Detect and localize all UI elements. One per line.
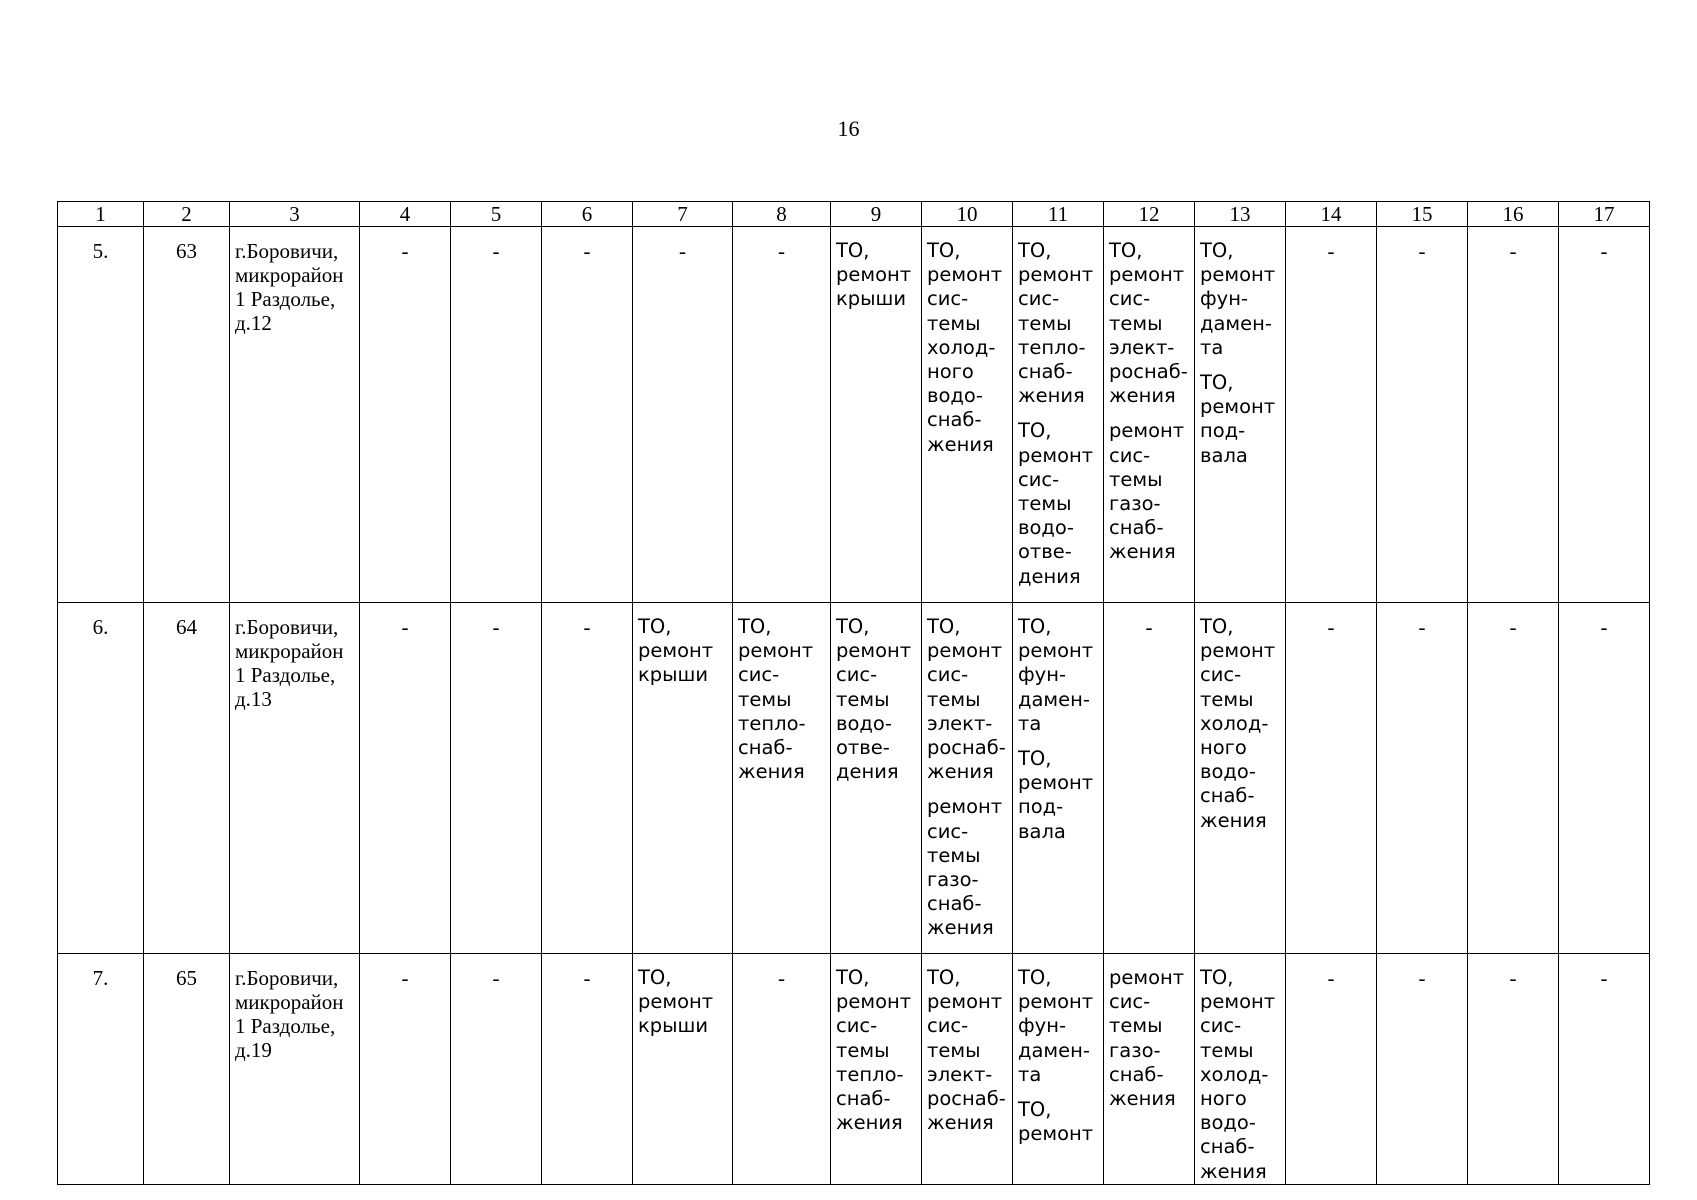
work-line: снаб- [1200,1135,1255,1159]
work-line: ремонт [638,639,714,663]
work-line: водо- [1200,1111,1256,1135]
work-line: сис- [1109,990,1151,1014]
work-line: снаб- [927,408,982,432]
work-item [927,239,1009,457]
work-line: жения [1109,1087,1176,1111]
work-line: жения [836,1111,903,1135]
address-line: д.19 [235,1038,272,1062]
empty-work-cell: - [1104,603,1195,954]
work-line: ремонт [927,795,1003,819]
work-line: роснаб- [927,736,1006,760]
work-line: ТО, [1200,371,1234,395]
work-cell [1013,954,1104,1185]
table-row [58,227,1650,603]
work-line: снаб- [1109,1062,1164,1086]
work-cell [922,603,1013,954]
column-number-cell: 8 [733,202,831,227]
work-line: отве- [836,736,890,760]
empty-work-cell: - [1377,227,1468,603]
work-line: темы [738,687,792,711]
work-line: фун- [1200,287,1248,311]
work-line: ремонт [927,990,1003,1014]
column-number-cell: 7 [633,202,733,227]
column-number-cell: 5 [451,202,542,227]
work-line: ремонт [638,990,714,1014]
work-item [927,966,1009,1135]
work-line: жения [927,916,994,940]
work-line: сис- [1109,443,1151,467]
work-line: сис- [927,1014,969,1038]
work-line: холод- [927,335,996,359]
work-cell [1195,603,1286,954]
work-line: снаб- [1018,360,1073,384]
column-number-cell: 16 [1468,202,1559,227]
work-cell [922,227,1013,603]
work-line: ремонт [1200,395,1276,419]
work-line: темы [1018,311,1072,335]
work-item [638,615,729,688]
work-cell [633,954,733,1185]
work-line: жения [1200,1159,1267,1183]
work-line: ТО, [927,239,961,262]
address-line: микрорайон [235,990,344,1014]
work-line: снаб- [1109,516,1164,540]
work-line: ремонт [927,639,1003,663]
work-cell [1104,227,1195,603]
work-line: ремонт [1018,263,1094,287]
work-line: жения [1018,384,1085,408]
work-line: ного [1200,736,1247,760]
work-line: фун- [1018,1014,1066,1038]
work-line: холод- [1200,711,1269,735]
empty-work-cell: - [1559,603,1650,954]
work-line: темы [836,687,890,711]
address-cell [230,227,360,603]
work-line: элект- [927,1062,993,1086]
work-line: водо- [927,384,983,408]
work-line: ТО, [1200,615,1234,638]
work-line: ТО, [836,615,870,638]
address-line: г.Боровичи, [235,966,339,990]
work-line: темы [1109,311,1163,335]
work-line: та [1200,335,1224,359]
work-line: ремонт [1200,990,1276,1014]
work-line: газо- [927,868,979,892]
empty-work-cell: - [360,954,451,1185]
empty-work-cell: - [542,227,633,603]
work-line: сис- [836,663,878,687]
work-line: ремонт [1018,1122,1094,1146]
address-line: микрорайон [235,263,344,287]
work-line: газо- [1109,1038,1161,1062]
work-line: темы [1109,1014,1163,1038]
work-line: сис- [1200,1014,1242,1038]
work-line: ТО, [638,966,672,989]
table-row [58,603,1650,954]
work-line: сис- [1109,287,1151,311]
work-line: ТО, [836,966,870,989]
work-line: ремонт [1109,263,1185,287]
work-item [836,615,918,784]
work-line: ТО, [738,615,772,638]
row-index-cell: 6. [58,603,144,954]
work-item [1109,419,1191,564]
empty-work-cell: - [360,603,451,954]
work-line: ТО, [1018,966,1052,989]
empty-work-cell: - [1286,603,1377,954]
work-line: элект- [927,711,993,735]
work-line: ТО, [927,615,961,638]
work-line: сис- [1200,663,1242,687]
work-line: темы [1200,687,1254,711]
address-line: 1 Раздолье, [235,663,336,687]
work-line: холод- [1200,1062,1269,1086]
work-line: ного [1200,1087,1247,1111]
work-cell [1013,227,1104,603]
empty-work-cell: - [542,603,633,954]
work-line: ТО, [1018,747,1052,771]
work-line: сис- [836,1014,878,1038]
empty-work-cell: - [1468,227,1559,603]
empty-work-cell: - [1559,954,1650,1185]
work-line: снаб- [836,1087,891,1111]
object-number-cell: 65 [144,954,230,1185]
work-line: ремонт [836,990,912,1014]
work-item [927,795,1009,940]
work-line: дамен- [1200,311,1272,335]
work-item [1109,966,1191,1111]
work-line: сис- [927,287,969,311]
work-line: ного [927,360,974,384]
maintenance-schedule-table [57,201,1650,1185]
work-line: крыши [638,663,709,687]
work-line: ремонт [1109,966,1185,989]
work-item [1018,1098,1100,1146]
empty-work-cell: - [733,954,831,1185]
work-item [836,966,918,1135]
work-line: снаб- [927,892,982,916]
work-line: жения [1109,540,1176,564]
work-line: тепло- [836,1062,904,1086]
address-line: д.12 [235,311,272,335]
work-line: ремонт [836,639,912,663]
work-cell [633,603,733,954]
empty-work-cell: - [1377,603,1468,954]
work-line: сис- [1018,287,1060,311]
work-line: снаб- [738,736,793,760]
work-line: роснаб- [927,1087,1006,1111]
work-line: сис- [1018,467,1060,491]
work-cell [733,603,831,954]
work-line: тепло- [1018,335,1086,359]
work-line: дения [836,760,899,784]
work-line: темы [1200,1038,1254,1062]
work-line: та [1018,711,1042,735]
work-item [1018,966,1100,1087]
work-cell [1104,954,1195,1185]
column-number-cell: 13 [1195,202,1286,227]
work-line: темы [927,687,981,711]
empty-work-cell: - [451,227,542,603]
work-line: снаб- [1200,784,1255,808]
work-line: ТО, [927,966,961,989]
column-number-cell: 12 [1104,202,1195,227]
column-number-cell: 4 [360,202,451,227]
work-line: газо- [1109,492,1161,516]
column-number-cell: 1 [58,202,144,227]
table-row [58,954,1650,1185]
work-cell [922,954,1013,1185]
object-number-cell: 63 [144,227,230,603]
empty-work-cell: - [1468,603,1559,954]
work-item [1018,239,1100,408]
column-number-cell: 15 [1377,202,1468,227]
work-line: под- [1018,795,1064,819]
work-line: темы [836,1038,890,1062]
work-line: ремонт [1109,419,1185,443]
work-line: жения [1200,808,1267,832]
work-line: ТО, [836,239,870,262]
work-line: та [1018,1062,1042,1086]
address-line: д.13 [235,687,272,711]
empty-work-cell: - [542,954,633,1185]
column-number-cell: 6 [542,202,633,227]
address-line: 1 Раздолье, [235,1014,336,1038]
empty-work-cell: - [1286,954,1377,1185]
row-index-cell: 7. [58,954,144,1185]
page-number: 16 [837,116,860,141]
work-line: ТО, [1200,966,1234,989]
column-number-cell: 2 [144,202,230,227]
work-item [836,239,918,312]
work-line: сис- [738,663,780,687]
work-line: темы [927,1038,981,1062]
work-line: дения [1018,564,1081,588]
column-number-cell: 17 [1559,202,1650,227]
work-line: ТО, [1200,239,1234,262]
work-line: водо- [1018,516,1074,540]
column-number-cell: 9 [831,202,922,227]
address-line: микрорайон [235,639,344,663]
work-line: ТО, [1018,615,1052,638]
work-line: ТО, [638,615,672,638]
empty-work-cell: - [633,227,733,603]
work-line: ремонт [1018,443,1094,467]
work-item [1018,419,1100,588]
work-line: темы [1109,467,1163,491]
work-line: крыши [638,1014,709,1038]
work-item [1200,239,1282,360]
work-line: дамен- [1018,687,1090,711]
work-line: жения [927,1111,994,1135]
work-line: ремонт [1018,771,1094,795]
work-item [1200,966,1282,1184]
empty-work-cell: - [1377,954,1468,1185]
work-cell [1195,227,1286,603]
work-cell [831,603,922,954]
column-number-cell: 14 [1286,202,1377,227]
work-item [638,966,729,1039]
work-line: водо- [836,711,892,735]
work-cell [831,227,922,603]
work-cell [831,954,922,1185]
object-number-cell: 64 [144,603,230,954]
address-cell [230,603,360,954]
work-line: ремонт [836,263,912,287]
row-index-cell: 5. [58,227,144,603]
work-line: вала [1018,819,1066,843]
address-cell [230,954,360,1185]
work-line: отве- [1018,540,1072,564]
work-item [1200,371,1282,468]
empty-work-cell: - [1286,227,1377,603]
work-cell [1195,954,1286,1185]
empty-work-cell: - [451,603,542,954]
column-number-cell: 11 [1013,202,1104,227]
empty-work-cell: - [1559,227,1650,603]
address-line: 1 Раздолье, [235,287,336,311]
work-line: фун- [1018,663,1066,687]
work-line: сис- [927,663,969,687]
work-line: сис- [927,819,969,843]
work-line: темы [1018,492,1072,516]
work-item [1018,615,1100,736]
work-line: ремонт [738,639,814,663]
work-line: темы [927,843,981,867]
address-line: г.Боровичи, [235,615,339,639]
work-line: жения [927,432,994,456]
work-line: тепло- [738,711,806,735]
address-line: г.Боровичи, [235,239,339,263]
empty-work-cell: - [733,227,831,603]
empty-work-cell: - [451,954,542,1185]
work-line: вала [1200,443,1248,467]
work-item [1018,747,1100,844]
work-item [1200,615,1282,833]
work-line: ТО, [1018,1098,1052,1122]
work-line: ремонт [1200,639,1276,663]
work-line: жения [1109,384,1176,408]
work-item [738,615,827,784]
empty-work-cell: - [1468,954,1559,1185]
work-line: крыши [836,287,907,311]
work-cell [1013,603,1104,954]
column-number-row [58,202,1650,227]
work-line: жения [927,760,994,784]
work-line: темы [927,311,981,335]
empty-work-cell: - [360,227,451,603]
column-number-cell: 10 [922,202,1013,227]
work-line: ТО, [1018,419,1052,443]
work-line: ремонт [1018,990,1094,1014]
column-number-cell: 3 [230,202,360,227]
work-item [927,615,1009,784]
work-line: водо- [1200,760,1256,784]
work-line: ремонт [1200,263,1276,287]
work-line: роснаб- [1109,360,1188,384]
work-line: жения [738,760,805,784]
work-line: элект- [1109,335,1175,359]
work-line: ТО, [1018,239,1052,262]
work-line: под- [1200,419,1246,443]
work-line: дамен- [1018,1038,1090,1062]
work-line: ремонт [927,263,1003,287]
work-item [1109,239,1191,408]
work-line: ТО, [1109,239,1143,262]
work-line: ремонт [1018,639,1094,663]
